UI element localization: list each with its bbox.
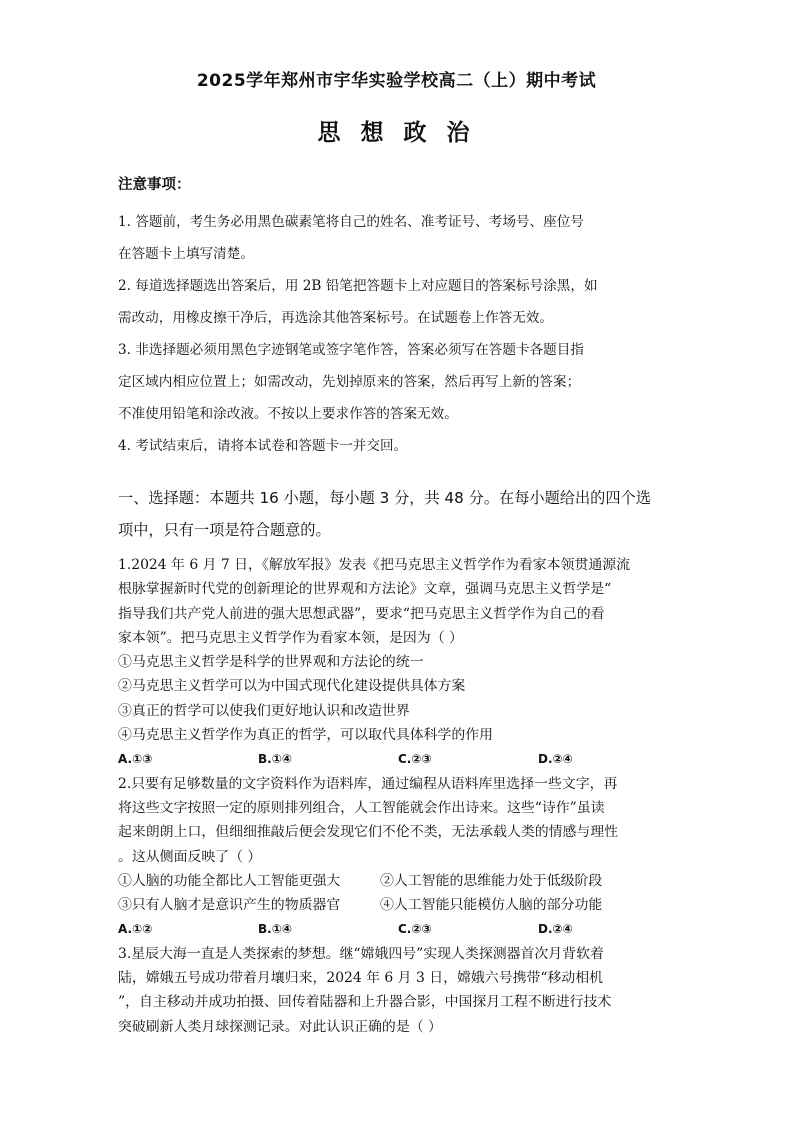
question-2-statement: ④人工智能只能模仿人脑的部分功能 [380, 897, 603, 914]
question-1-statement: ④马克思主义哲学作为真正的哲学，可以取代具体科学的作用 [118, 727, 494, 744]
section-line: 项中，只有一项是符合题意的。 [118, 521, 331, 539]
note-line: 在答题卡上填写清楚。 [118, 246, 254, 262]
option-d: D.②④ [538, 752, 573, 767]
question-2-statement: ③只有人脑才是意识产生的物质器官 [118, 897, 341, 914]
note-line: 3. 非选择题必须用黑色字迹钢笔或签字笔作答，答案必须写在答题卡各题目指 [118, 342, 584, 358]
question-2-statement: ①人脑的功能全都比人工智能更强大 [118, 872, 341, 889]
question-3-stem: 突破刷新人类月球探测记录。对此认识正确的是（ ） [118, 1018, 442, 1035]
question-1-statement: ②马克思主义哲学可以为中国式现代化建设提供具体方案 [118, 678, 466, 695]
option-a: A.①③ [118, 752, 153, 767]
note-line: 需改动，用橡皮擦干净后，再选涂其他答案标号。在试题卷上作答无效。 [118, 310, 553, 326]
question-3-stem: 陆，嫦娥五号成功带着月壤归来，2024 年 6 月 3 日，嫦娥六号携带“移动相机 [118, 970, 604, 987]
question-1-statement: ①马克思主义哲学是科学的世界观和方法论的统一 [118, 654, 424, 671]
option-b: B.①④ [258, 922, 293, 937]
exam-title: 2025学年郑州市宇华实验学校高二（上）期中考试 [196, 71, 597, 91]
note-line: 2. 每道选择题选出答案后，用 2B 铅笔把答题卡上对应题目的答案标号涂黑，如 [118, 278, 598, 294]
question-2-statement: ②人工智能的思维能力处于低级阶段 [380, 872, 603, 889]
option-d: D.②④ [538, 922, 573, 937]
option-a: A.①② [118, 922, 153, 937]
question-1-statement: ③真正的哲学可以使我们更好地认识和改造世界 [118, 702, 410, 719]
note-line: 1. 答题前，考生务必用黑色碳素笔将自己的姓名、准考证号、考场号、座位号 [118, 214, 584, 230]
note-line: 不准使用铅笔和涂改液。不按以上要求作答的答案无效。 [118, 406, 458, 422]
question-2-statement-row [118, 893, 678, 917]
option-c: C.②③ [398, 752, 432, 767]
section-heading [118, 482, 688, 546]
question-3-stem: ”，自主移动并成功拍摄、回传着陆器和上升器合影，中国探月工程不断进行技术 [118, 994, 612, 1011]
question-2-stem: 2.只要有足够数量的文字资料作为语料库，通过编程从语料库里选择一些文字，再 [118, 775, 618, 792]
notes-heading: 注意事项： [118, 177, 191, 193]
questions-block [118, 553, 678, 1039]
option-c: C.②③ [398, 922, 432, 937]
note-line: 定区域内相应位置上；如需改动，先划掉原来的答案，然后再写上新的答案； [118, 374, 581, 390]
question-2-statement-row [118, 869, 678, 893]
question-1-stem: 1.2024 年 6 月 7 日，《解放军报》发表《把马克思主义哲学作为看家本领贯通源流 [118, 557, 631, 573]
question-2-stem: 将这些文字按照一定的原则排列组合，人工智能就会作出诗来。这些“诗作”虽读 [118, 799, 605, 816]
question-1-stem: 根脉掌握新时代党的创新理论的世界观和方法论》文章，强调马克思主义哲学是“ [118, 581, 612, 598]
notes-block [118, 206, 678, 462]
question-1-options [118, 747, 678, 771]
section-line: 一、选择题：本题共 16 小题，每小题 3 分，共 48 分。在每小题给出的四个选 [118, 489, 651, 507]
question-2-stem: 。这从侧面反映了（ ） [118, 848, 262, 865]
note-line: 4. 考试结束后，请将本试卷和答题卡一并交回。 [118, 438, 408, 454]
subject-title: 思 想 政 治 [317, 120, 476, 146]
option-b: B.①④ [258, 752, 293, 767]
question-1-stem: 指导我们共产党人前进的强大思想武器”，要求“把马克思主义哲学作为自己的看 [118, 605, 605, 622]
question-1-stem: 家本领”。把马克思主义哲学作为看家本领，是因为（ ） [118, 629, 463, 646]
question-3-stem: 3.星辰大海一直是人类探索的梦想。继“嫦娥四号”实现人类探测器首次月背软着 [118, 945, 604, 962]
question-2-stem: 起来朗朗上口，但细细推敲后便会发现它们不伦不类，无法承载人类的情感与理性 [118, 824, 619, 841]
question-2-options [118, 917, 678, 941]
